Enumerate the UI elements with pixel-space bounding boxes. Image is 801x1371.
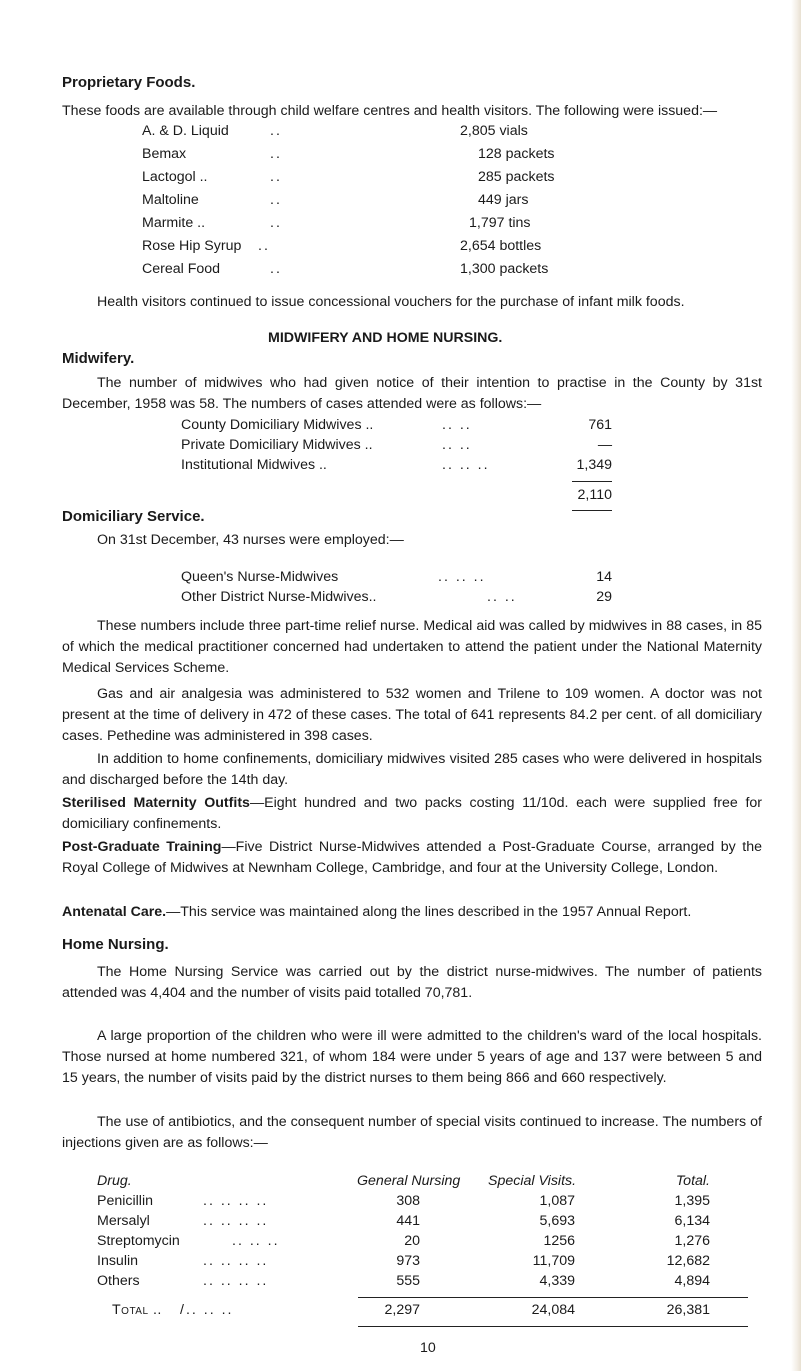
- food-qty: 285 packets: [478, 169, 555, 185]
- food-dots: ..: [270, 192, 282, 208]
- foods-intro: These foods are available through child welfare centres and health visitors. The following were issued:—: [62, 103, 718, 119]
- total-cell: 4,894: [674, 1273, 710, 1289]
- home-nursing-para: The use of antibiotics, and the consequent number of special visits continued to increase. The numbers of injections given are as follows:—: [62, 1114, 762, 1151]
- domiciliary-para: These numbers include three part-time relief nurse. Medical aid was called by midwives in 88 cases, in 85 of which the medical practitioner concerned had undertaken to attend the patient under the National Maternity Medical Services Scheme.: [62, 618, 762, 676]
- page-edge: [791, 0, 801, 1371]
- food-dots: ..: [270, 261, 282, 277]
- nurses-value: 14: [596, 569, 612, 585]
- food-qty: 2,654 bottles: [460, 238, 542, 254]
- drug-name: Mersalyl: [97, 1213, 150, 1229]
- nurses-value: 29: [596, 589, 612, 605]
- antenatal-text: —This service was maintained along the lines described in the 1957 Annual Report.: [166, 904, 692, 920]
- total-cell: 6,134: [674, 1213, 710, 1229]
- midwives-label: Private Domiciliary Midwives ..: [181, 437, 373, 453]
- food-dots: ..: [270, 146, 282, 162]
- domiciliary-heading: Domiciliary Service.: [62, 508, 205, 525]
- drug-name: Streptomycin: [97, 1233, 180, 1249]
- total-cell: 12,682: [666, 1253, 710, 1269]
- general-nursing-cell: 973: [396, 1253, 420, 1269]
- drug-name: Others: [97, 1273, 140, 1289]
- page-number: 10: [420, 1340, 436, 1356]
- total-rule: [572, 481, 612, 482]
- food-qty: 1,300 packets: [460, 261, 549, 277]
- nurses-label: Queen's Nurse-Midwives: [181, 569, 339, 585]
- food-dots: ..: [270, 123, 282, 139]
- food-qty: 128 packets: [478, 146, 555, 162]
- domiciliary-para: In addition to home confinements, domiciliary midwives visited 285 cases who were delivered in hospitals and discharged before the 14th day.: [62, 751, 762, 788]
- home-nursing-para: A large proportion of the children who were ill were admitted to the children's ward of the local hospitals. Those nursed at home numbered 321, of whom 184 were under 5 years of age and 137 were between 5 and 15 years, the number of visits paid by the district nurses to them being 866 and 660 respectively.: [62, 1028, 762, 1086]
- midwives-label: Institutional Midwives ..: [181, 457, 327, 473]
- food-name: Cereal Food: [142, 261, 221, 277]
- general-nursing-cell: 555: [396, 1273, 420, 1289]
- total-cell: 1,395: [674, 1193, 710, 1209]
- table-header: Total.: [675, 1173, 710, 1189]
- table-header: General Nursing: [357, 1173, 461, 1189]
- home-nursing-para: The Home Nursing Service was carried out by the district nurse-midwives. The number of patients attended was 4,404 and the number of visits paid totalled 70,781.: [62, 964, 762, 1001]
- general-nursing-cell: 20: [404, 1233, 420, 1249]
- section-title: MIDWIFERY AND HOME NURSING.: [268, 330, 503, 346]
- food-name: Maltoline: [142, 192, 199, 208]
- postgrad-paragraph: [62, 837, 762, 879]
- nurses-label: Other District Nurse-Midwives..: [181, 589, 377, 605]
- midwives-value: —: [597, 437, 612, 453]
- total-rule: [572, 510, 612, 511]
- midwifery-heading: Midwifery.: [62, 350, 135, 367]
- home-nursing-heading: Home Nursing.: [62, 936, 169, 953]
- postgrad-lead: Post-Graduate Training: [62, 839, 222, 855]
- sterilised-lead: Sterilised Maternity Outfits: [62, 795, 250, 811]
- midwives-total: 2,110: [577, 487, 612, 503]
- midwifery-intro: The number of midwives who had given notice of their intention to practise in the County by 31st December, 1958 was 58. The numbers of cases attended were as follows:—: [62, 375, 762, 412]
- total-label: Total ..: [112, 1302, 162, 1318]
- food-qty: 2,805 vials: [460, 123, 528, 139]
- food-dots: ..: [270, 215, 282, 231]
- food-name: Bemax: [142, 146, 187, 162]
- food-name: Rose Hip Syrup: [142, 238, 242, 254]
- sterilised-paragraph: [62, 793, 762, 835]
- food-dots: ..: [270, 169, 282, 185]
- antenatal-lead: Antenatal Care.: [62, 904, 167, 920]
- total-cell: 1,276: [674, 1233, 710, 1249]
- midwives-value: 1,349: [576, 457, 612, 473]
- foods-heading: Proprietary Foods.: [62, 74, 196, 91]
- special-visits-cell: 5,693: [539, 1213, 575, 1229]
- domiciliary-intro: On 31st December, 43 nurses were employed:—: [97, 532, 404, 548]
- antenatal-paragraph: [62, 902, 762, 923]
- foods-note: Health visitors continued to issue concessional vouchers for the purchase of infant milk foods.: [97, 294, 685, 310]
- general-nursing-cell: 308: [396, 1193, 420, 1209]
- total-total: 26,381: [666, 1302, 710, 1318]
- table-header: Drug.: [97, 1173, 132, 1189]
- table-rule: [358, 1326, 748, 1327]
- table-header: Special Visits.: [488, 1173, 577, 1189]
- document-page: Proprietary Foods. These foods are available through child welfare centres and health visitors. The following were issued:— A. & D. Liquid .. 2,805 vials Bemax .. 128 packets Lactogol .. .. 285 packets Maltoline .. 449 jars Marmite .. .. 1,797 tins Rose Hip Syrup .. 2,654 bottles Cereal Food .. 1,300 packets Health visitors continued to issue concessional vouchers for the purchase of infant milk foods. MIDWIFERY AND HOME NURSING. Midwifery. The number of midwives who had given notice of their intention to practise in the County by 31st December, 1958 was 58. The numbers of cases attended were as follows:— County Domiciliary Midwives .. .. .. 761 Private Domiciliary Midwives .. .. .. — Institutional Midwives .. .. .. .. 1,349 2,110 Domiciliary Service. On 31st December, 43 nurses were employed:— Queen's Nurse-Midwives .. .. .. 14 Other District Nurse-Midwives.. .. .. 29 These numbers include three part-time relief nurse. Medical aid was called by midwives in 88 cases, in 85 of which the medical practitioner concerned had undertaken to attend the patient under the National Maternity Medical Services Scheme. Gas and air analgesia was administered to 532 women and Trilene to 109 women. A doctor was not present at the time of delivery in 472 of these cases. The total of 641 represents 84.2 per cent. of all domiciliary cases. Pethedine was administered in 398 cases. In addition to home confinements, domiciliary midwives visited 285 cases who were delivered in hospitals and discharged before the 14th day. Sterilised Maternity Outfits—Eight hundred and two packs costing 11/10d. each were supplied free for domiciliary confinements. Post-Graduate Training—Five District Nurse-Midwives attended a Post-Graduate Course, arranged by the Royal College of Midwives at Newnham College, Cambridge, and four at the University College, London. Antenatal Care.—This service was maintained along the lines described in the 1957 Annual Report. Home Nursing. The Home Nursing Service was carried out by the district nurse-midwives. The number of patients attended was 4,404 and the number of visits paid totalled 70,781. A large proportion of the children who were ill were admitted to the children's ward of the local hospitals. Those nursed at home numbered 321, of whom 184 were under 5 years of age and 137 were between 5 and 15 years, the number of visits paid by the district nurses to them being 866 and 660 respectively. The use of antibiotics, and the consequent number of special visits continued to increase. The numbers of injections given are as follows:— Drug. General Nursing Special Visits. Total. Penicillin .. .. .. .. 308 1,087 1,395 Mersalyl .. .. .. .. 441 5,693 6,134 Streptomycin .. .. .. 20 1256 1,276 Insulin .. .. .. .. 973 11,709 12,682 Others .. .. .. .. 555 4,339 4,894 Total .. /.. .. .. 2,297 24,084 26,381 10: [0, 0, 801, 1371]
- domiciliary-para: Gas and air analgesia was administered to 532 women and Trilene to 109 women. A doctor was not present at the time of delivery in 472 of these cases. The total of 641 represents 84.2 per cent. of all domiciliary cases. Pethedine was administered in 398 cases.: [62, 686, 762, 744]
- midwives-label: County Domiciliary Midwives ..: [181, 417, 374, 433]
- postgrad-text: —Five District Nurse-Midwives attended a Post-Graduate Course, arranged by the Royal College of Midwives at Newnham College, Cambridge, and four at the University College, London.: [62, 839, 763, 876]
- food-qty: 449 jars: [478, 192, 529, 208]
- general-nursing-cell: 441: [396, 1213, 420, 1229]
- drug-name: Penicillin: [97, 1193, 153, 1209]
- table-rule: [358, 1297, 748, 1298]
- special-visits-cell: 11,709: [532, 1253, 575, 1269]
- total-special-visits: 24,084: [531, 1302, 575, 1318]
- special-visits-cell: 4,339: [539, 1273, 575, 1289]
- food-name: A. & D. Liquid: [142, 123, 229, 139]
- food-name: Lactogol ..: [142, 169, 208, 185]
- sterilised-text: —Eight hundred and two packs costing 11/10d. each were supplied free for domiciliary confinements.: [62, 795, 762, 832]
- food-name: Marmite ..: [142, 215, 206, 231]
- special-visits-cell: 1256: [543, 1233, 575, 1249]
- drug-name: Insulin: [97, 1253, 139, 1269]
- food-dots: ..: [258, 238, 270, 254]
- total-general-nursing: 2,297: [384, 1302, 420, 1318]
- midwives-value: 761: [588, 417, 612, 433]
- food-qty: 1,797 tins: [469, 215, 531, 231]
- special-visits-cell: 1,087: [539, 1193, 575, 1209]
